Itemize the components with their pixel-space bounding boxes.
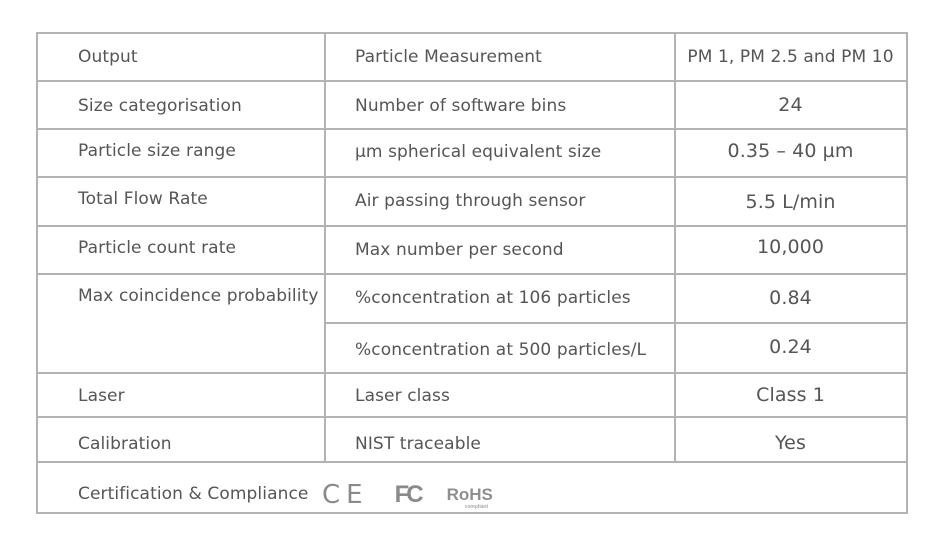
- rohs-subtext: compliant: [464, 504, 489, 510]
- row-label: Size categorisation: [78, 96, 242, 116]
- row-value: Yes: [775, 432, 806, 454]
- spec-rows: [36, 0, 908, 542]
- row-value: 5.5 L/min: [745, 191, 836, 213]
- ce-mark-icon: CE: [322, 480, 369, 510]
- row-param: %concentration at 106 particles: [355, 288, 631, 308]
- rohs-mark-icon: [446, 485, 493, 510]
- row-param: Air passing through sensor: [355, 191, 586, 211]
- row-param: %concentration at 500 particles/L: [355, 340, 647, 360]
- row-param: NIST traceable: [355, 434, 481, 454]
- row-label: Calibration: [78, 434, 172, 454]
- certification-logos: [322, 480, 493, 510]
- row-label: Laser: [78, 386, 125, 406]
- row-value: 24: [778, 94, 803, 116]
- row-value: Class 1: [756, 384, 825, 406]
- fcc-mark-icon: FC: [394, 481, 421, 508]
- row-label: Particle size range: [78, 141, 236, 161]
- row-value: 0.35 – 40 µm: [727, 140, 854, 162]
- rohs-text: RoHS: [446, 485, 493, 504]
- row-param: Particle Measurement: [355, 47, 542, 67]
- row-param: Laser class: [355, 386, 450, 406]
- row-param: µm spherical equivalent size: [355, 142, 602, 162]
- certification-label: Certification & Compliance: [78, 484, 309, 504]
- row-label: Particle count rate: [78, 238, 237, 258]
- row-param: Number of software bins: [355, 96, 567, 116]
- row-param: Max number per second: [355, 240, 564, 260]
- row-value: 0.24: [769, 336, 812, 358]
- row-label: Total Flow Rate: [78, 189, 208, 209]
- row-value: 0.84: [769, 287, 812, 309]
- row-label: Output: [78, 47, 138, 67]
- row-value: 10,000: [756, 236, 825, 258]
- row-label: Max coincidence probability: [78, 286, 319, 306]
- row-value: PM 1, PM 2.5 and PM 10: [687, 47, 894, 67]
